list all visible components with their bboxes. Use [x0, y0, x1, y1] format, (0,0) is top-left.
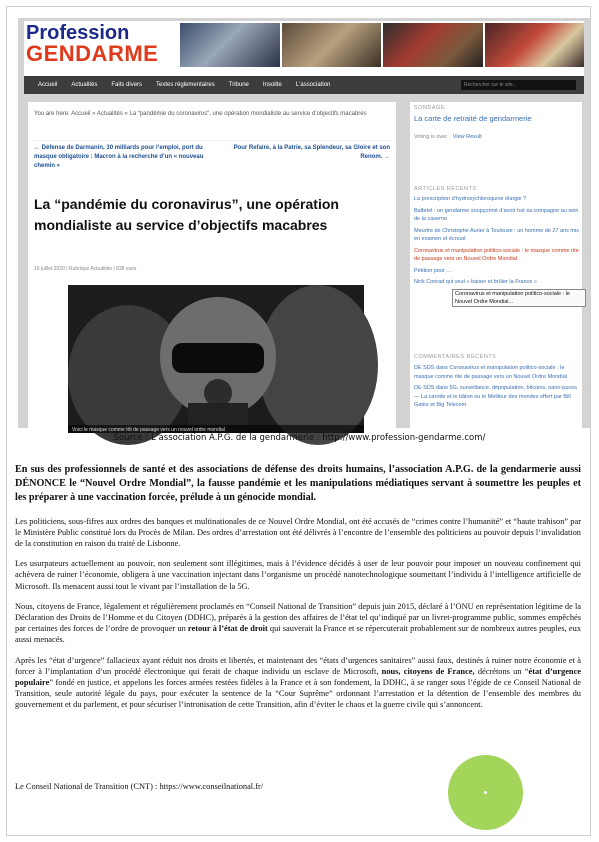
- text-span: qui sauverait la France et se répercuterait probablement sur de nombreux autres peuples, eux aussi menacés.: [15, 624, 582, 645]
- poll-status-text: Voting is over.: [414, 134, 449, 140]
- body-paragraph: [15, 601, 581, 646]
- helmeted-riot-officer-image: [68, 285, 364, 433]
- nav-item[interactable]: Accueil: [38, 82, 58, 88]
- poll-heading: SONDAGE: [414, 105, 446, 111]
- body-paragraph: Les usurpateurs actuellement au pouvoir, non seulement sont illégitimes, mais à l’évidence décidés à user de leur pouvoir pour imposer un nouveau confinement qui achèvera de ruiner l’économie, obligera à une vaccination injectant dans l’organisme un procédé nanotechnologique soumettant l’individu à l’intelligence artificielle de Microsoft. Ils menacent aussi tout le vivant par l’installation de la 5G.: [15, 559, 581, 591]
- article-title: La “pandémie du coronavirus”, une opération mondialiste au service d’objectifs macabres: [34, 196, 339, 233]
- website-screenshot: [18, 18, 590, 433]
- screenshot-caption: Source : L’association A.P.G. de la gendarmerie : http://www.profession-gendarme.com/: [113, 433, 486, 443]
- nav-item[interactable]: Actualités: [71, 82, 98, 88]
- link-tooltip: Coronavirus et manipulation politico-sociale : le Nouvel Ordre Mondial...: [452, 289, 586, 307]
- article-meta: 16 juillet 2020 | Rubrique Actualités | 838 vues: [34, 266, 137, 272]
- recent-comment-link[interactable]: DE SDS dans 5G, surveillance, dépopulation, bitcoins, nano-puces — La carotte et le bâton ou le Meilleur des mondes offert par Bill Gates et Big Telecom: [414, 385, 577, 408]
- lead-paragraph: En sus des professionnels de santé et des associations de défense des droits humains, l’association A.P.G. de la gendarmerie aussi DÉNONCE le “Nouvel Ordre Mondial”, la fausse pandémie et les manipulations médiatiques servant à soumettre les peuples et les préparer à une vaccination forcée, prélude à un génocide mondial.: [15, 464, 581, 504]
- bold-text: nous, citoyens de France,: [381, 666, 475, 676]
- header-photo: [180, 23, 280, 67]
- text-span: Nous, citoyens de France, légalement et régulièrement proclamés en “Conseil National de Transition” depuis juin 2015, déclaré à l’ONU en représentation légitime de la Déclaration des Droits de l’Homme et du Citoyen (DDHC), préparés à la gestion des affaires de l’état tel qu’indiqué par un livret-programme public, sommes empêchés par certaines des forces de l’ordre de provoquer un: [15, 601, 581, 634]
- text-span: décrétons un “: [474, 666, 529, 676]
- recent-article-link[interactable]: La prescription d’hydroxychloroquine élargie ?: [414, 196, 527, 202]
- green-circle-decoration: [448, 755, 523, 830]
- nav-item[interactable]: Faits divers: [111, 82, 143, 88]
- recent-comments: [414, 364, 580, 410]
- article-area: [28, 102, 396, 432]
- poll-result-link[interactable]: View Result: [452, 134, 482, 140]
- site-nav: [24, 76, 584, 94]
- header-photo: [383, 23, 483, 67]
- nav-item[interactable]: Textes réglementaires: [156, 82, 215, 88]
- logo-line2: GENDARME: [26, 41, 159, 66]
- recent-article-link[interactable]: Meurtre de Christophe Aurier à Toulouse : un homme de 27 ans mis en examen et écroué: [414, 227, 579, 242]
- poll-status: [414, 134, 482, 140]
- recent-comment-link[interactable]: DE SDS dans Coronavirus et manipulation politico-sociale : le masque comme rite de passage vers un Nouvel Ordre Mondial: [414, 365, 567, 380]
- body-paragraph: Les politiciens, sous-fifres aux ordres des banques et multinationales de ce Nouvel Ordre Mondial, ont été accusés de “crimes contre l’humanité” et “haute trahison” par le Ministère Public constitué lors du Procès de Milan. Des ordres d’arrestation ont été délivrés à l’encontre de l’ensemble des politiciens au pouvoir depuis l’invalidation de la constitution en raison du traité de Lisbonne.: [15, 516, 581, 549]
- recent-article-link[interactable]: Balbriel : un gendarme soupçonné d’avoir tué sa compagne au sein de la caserne: [414, 207, 579, 222]
- article-photo: [68, 285, 364, 433]
- body-paragraph: [15, 655, 581, 711]
- bold-text: retour à l’état de droit: [187, 624, 268, 634]
- recent-article-link[interactable]: Nick Conrad qui veut « baiser et brûler la France »: [414, 279, 537, 285]
- site-logo: [26, 23, 176, 67]
- recent-heading: ARTICLES RÉCENTS: [414, 186, 477, 192]
- text-span: ” fondé en justice, et appelons les forces armées restées fidèles à la France et à son fondement, la DDHC, à se ranger sous l’égide de ce Conseil National de Transition, seule autorité légale du pays, pour exécuter la sentence de la “Cour Suprême” ordonnant l’arrestation et la détention de l’ensemble des membres du gouvernement et du parlement, et pour sécuriser l’intronisation de cette Transition, afin d’éviter le chaos et la guerre civile qui s’annoncent.: [15, 678, 581, 710]
- text-span: Après les “état d’urgence” fallacieux ayant réduit nos droits et libertés, et maintenant des “états d’urgences sanitaires” aussi faux, destinés à ruiner notre économie et à forcer à l’implantation d’un procédé électronique qui ferait de chaque individu un esclave de Microsoft,: [15, 655, 581, 676]
- post-navigation: [34, 140, 390, 174]
- site-search-input[interactable]: Rechercher sur le site...: [461, 80, 576, 90]
- sidebar: [410, 102, 582, 432]
- next-post-link[interactable]: Pour Refaire, à la Patrie, sa Splendeur, sa Gloire et son Renom. →: [233, 145, 390, 160]
- photo-caption: Voici le masque comme tôt de passage vers un nouvel ordre mondial: [72, 427, 225, 433]
- circle-center-dot: [484, 791, 487, 794]
- document-body: [15, 463, 581, 720]
- header-photos: [180, 23, 584, 67]
- recent-articles: [414, 195, 580, 287]
- breadcrumb: You are here: Accueil » Actualités » La “pandémie du coronavirus”, une opération mondialiste au service d’objectifs macabres: [34, 111, 367, 117]
- header-photo: [485, 23, 585, 67]
- nav-item[interactable]: L'association: [295, 82, 331, 88]
- prev-post-link[interactable]: ← Défense de Darmanin, 30 milliards pour l’emploi, port du masque obligatoire : Macron à la recherche d’un « nouveau chemin »: [34, 145, 204, 169]
- logo-line1: Profession: [26, 22, 130, 44]
- header-photo: [282, 23, 382, 67]
- poll-title: La carte de retraité de gendarmerie: [414, 114, 532, 123]
- recent-article-link-active[interactable]: Coronavirus et manipulation politico-sociale : le masque comme rite de passage vers un Nouvel Ordre Mondial: [414, 247, 579, 262]
- signature-line: Le Conseil National de Transition (CNT) : https://www.conseilnational.fr/: [15, 782, 264, 791]
- comments-heading: COMMENTAIRES RÉCENTS: [414, 354, 497, 360]
- bold-text: état d’urgence populaire: [15, 666, 582, 688]
- recent-article-link[interactable]: Pétition pour ...: [414, 267, 451, 274]
- nav-item[interactable]: Insolite: [262, 82, 282, 88]
- nav-item[interactable]: Tribune: [228, 82, 249, 88]
